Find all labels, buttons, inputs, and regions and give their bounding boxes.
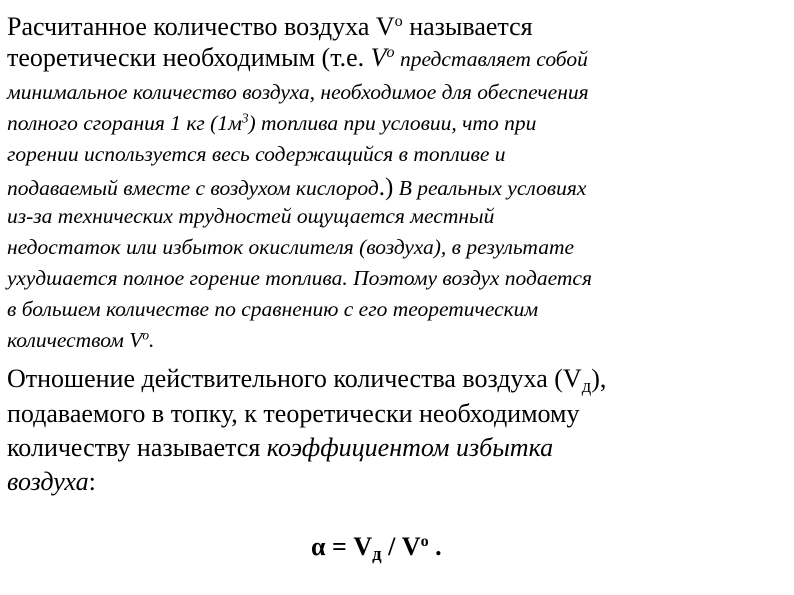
paragraph1-line2-text: теоретически необходимым (т.е. bbox=[7, 43, 371, 72]
paragraph1-line7: из-за технических трудностей ощущается местный bbox=[7, 204, 495, 228]
paragraph1-line1 bbox=[7, 14, 533, 40]
paragraph1-line6 bbox=[7, 175, 586, 200]
paragraph2-line3-text: количеству называется bbox=[7, 433, 267, 462]
paragraph1-line10: в большем количестве по сравнению с его теоретическим bbox=[7, 297, 539, 321]
paragraph1-line2-end: представляет собой bbox=[394, 47, 588, 71]
paragraph2-line1 bbox=[7, 364, 607, 398]
formula-subscript-d: д bbox=[372, 544, 382, 566]
paragraph1-line4 bbox=[7, 110, 537, 135]
paragraph1-line6-end: В реальных условиях bbox=[393, 176, 587, 200]
subscript-d: д bbox=[581, 376, 592, 398]
paragraph2-line2: подаваемого в топку, к теоретически необходимому bbox=[7, 399, 580, 428]
paragraph2-line1-end: ), bbox=[591, 364, 607, 393]
paragraph1-line3: минимальное количество воздуха, необходимое для обеспечения bbox=[7, 80, 589, 104]
paragraph2-line4 bbox=[7, 469, 96, 495]
paragraph2-line1-text: Отношение действительного количества воздуха (V bbox=[7, 364, 582, 393]
superscript-o: о bbox=[142, 327, 150, 343]
paragraph1-line11 bbox=[7, 327, 155, 352]
paragraph1-line1-end: называется bbox=[402, 12, 533, 41]
term-coefficient: коэффициентом избытка bbox=[266, 433, 554, 462]
paragraph2-line4-end: : bbox=[88, 467, 96, 496]
formula-superscript-o: о bbox=[420, 533, 429, 551]
formula-lhs: α = V bbox=[311, 532, 373, 561]
v-symbol: V bbox=[370, 43, 387, 72]
formula-end: . bbox=[428, 532, 442, 561]
paragraph2-line3 bbox=[7, 435, 553, 461]
paragraph1-line5: горении используется весь содержащийся в топливе и bbox=[7, 142, 506, 166]
paragraph1-line4-text: полного сгорания 1 кг (1м bbox=[7, 111, 242, 135]
paragraph1-line11-end: . bbox=[149, 328, 155, 352]
formula-mid: / V bbox=[381, 532, 421, 561]
paragraph1-line9: ухудшается полное горение топлива. Поэтому воздух подается bbox=[7, 266, 592, 290]
paragraph1-line4-end: ) топлива при условии, что при bbox=[248, 111, 537, 135]
superscript-o: о bbox=[386, 44, 395, 62]
paragraph1-line2 bbox=[7, 45, 588, 71]
paragraph1-line1-text: Расчитанное количество воздуха V bbox=[7, 12, 395, 41]
formula bbox=[311, 532, 442, 566]
paragraph1-line6-text: подаваемый вместе с воздухом кислород bbox=[7, 176, 379, 200]
superscript-3: 3 bbox=[241, 110, 249, 126]
paragraph1-line6-punct: .) bbox=[378, 174, 394, 201]
paragraph1-line8: недостаток или избыток окислителя (воздуха), в результате bbox=[7, 235, 575, 259]
term-air: воздуха bbox=[7, 467, 89, 496]
paragraph1-line11-text: количеством V bbox=[7, 328, 143, 352]
superscript-o: о bbox=[394, 13, 403, 31]
